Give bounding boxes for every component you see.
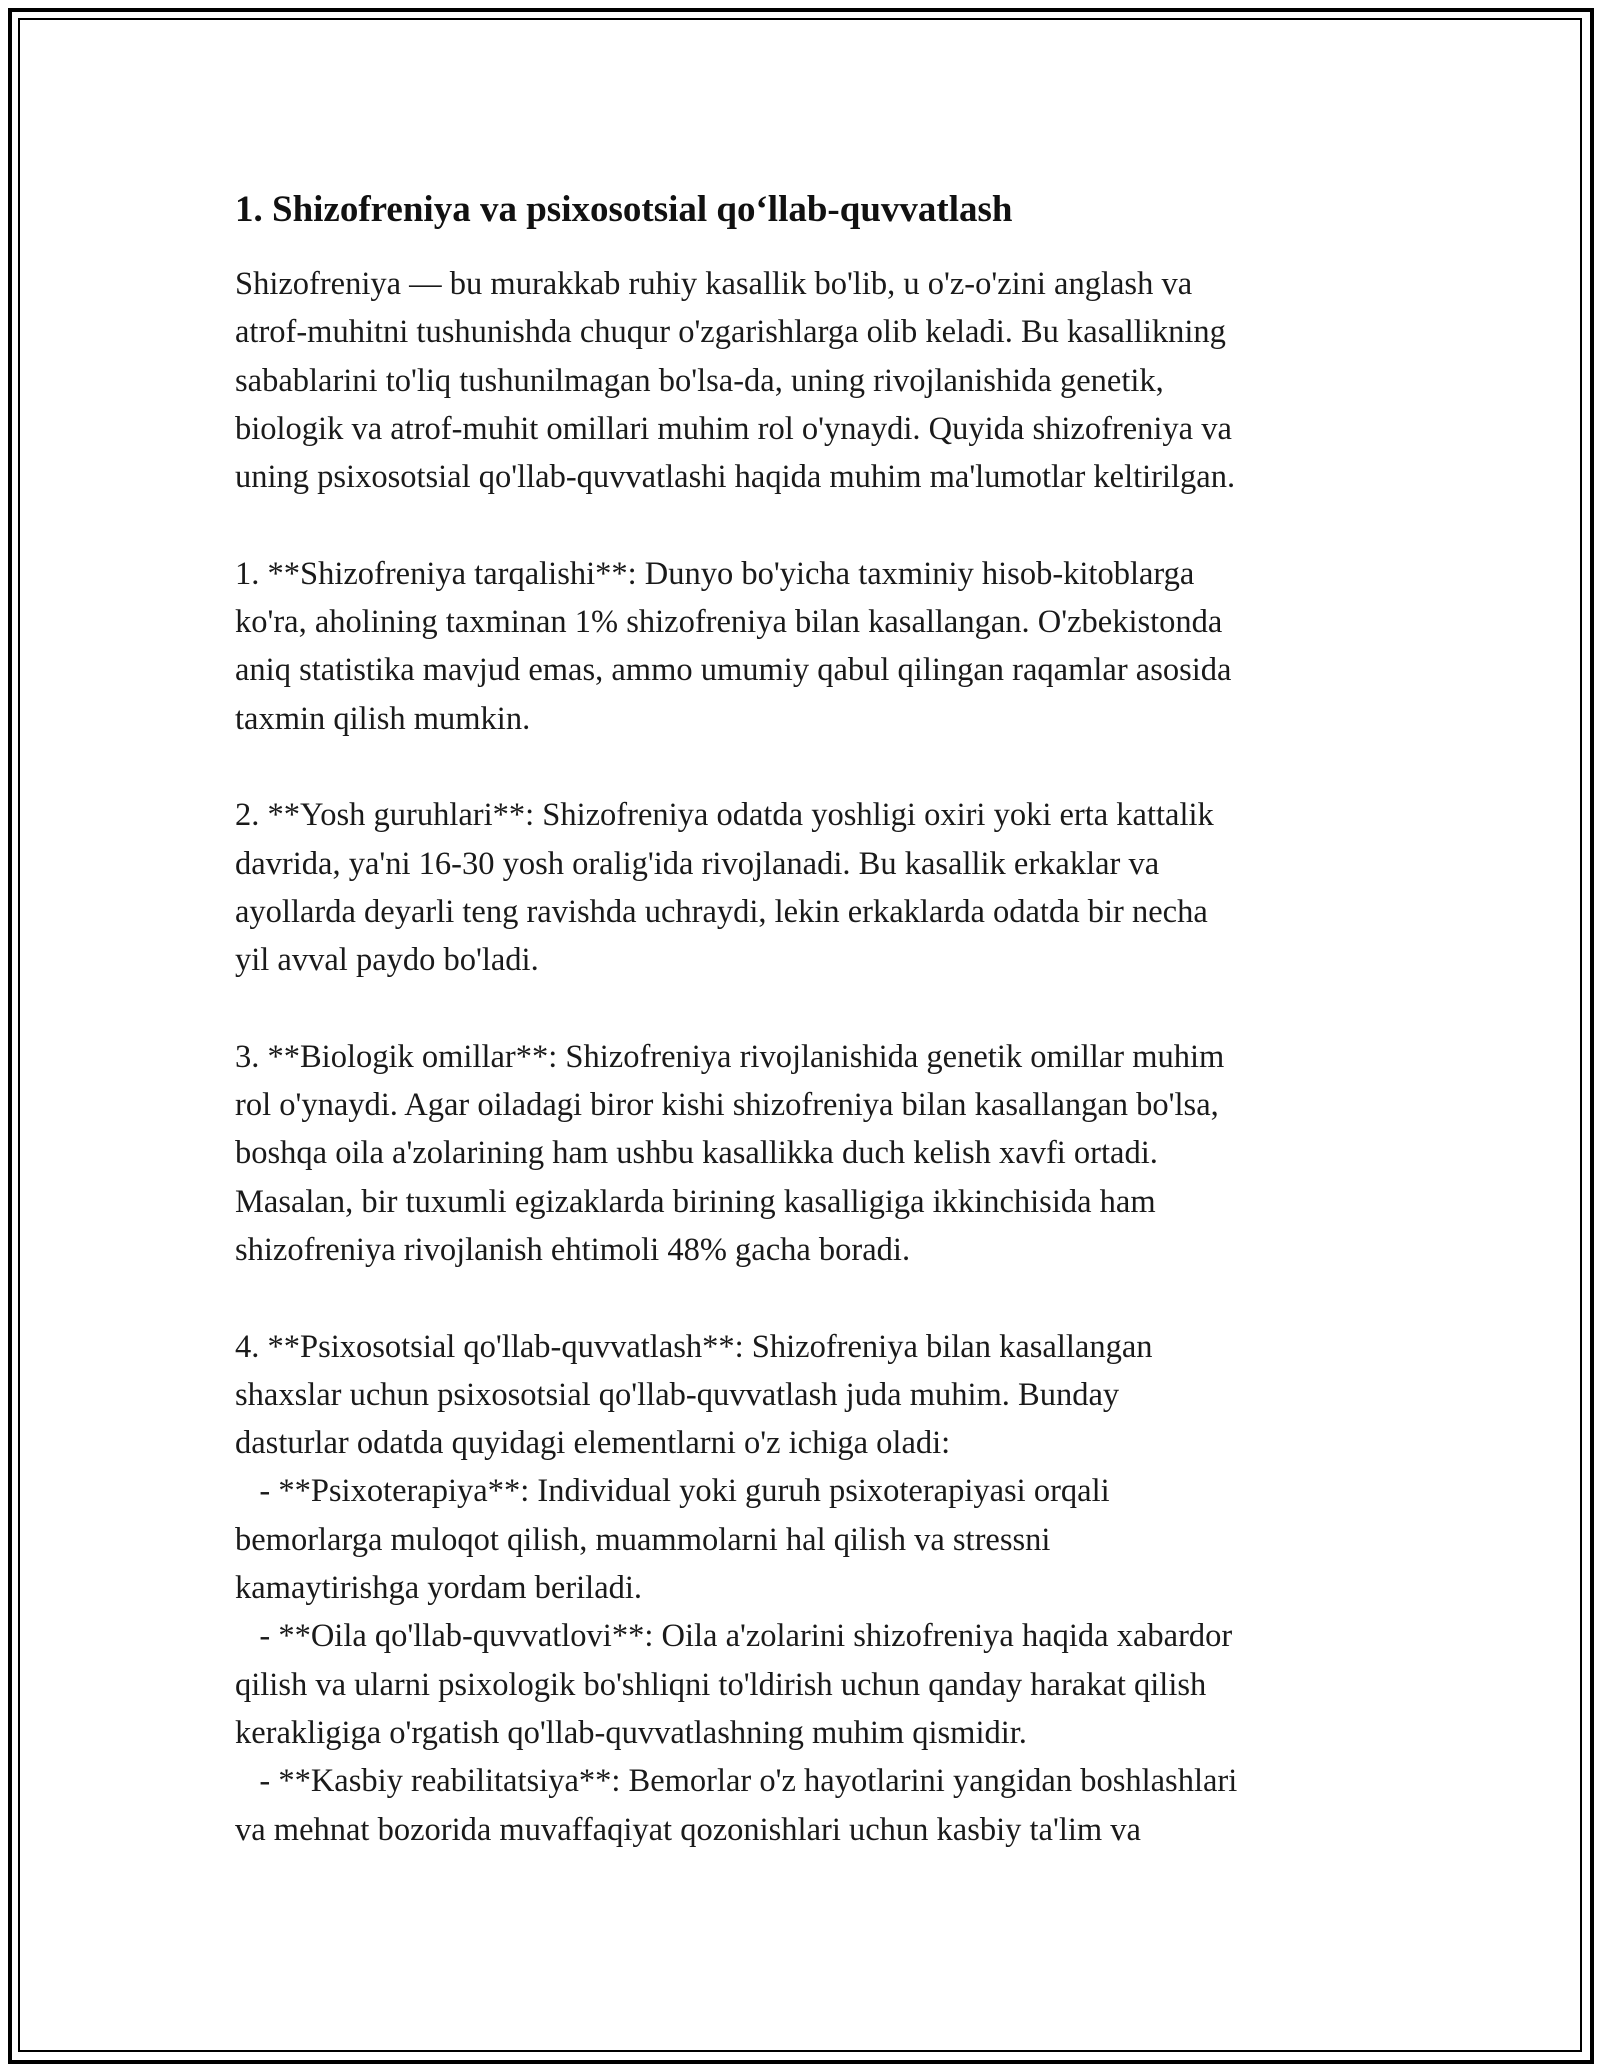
- document-content: [235, 186, 1375, 1854]
- document-title: 1. Shizofreniya va psixosotsial qo‘llab-quvvatlash: [235, 189, 1013, 230]
- document-body: Shizofreniya — bu murakkab ruhiy kasallik bo'lib, u o'z-o'zini anglash va atrof-muhitni tushunishda chuqur o'zgarishlarga olib keladi. Bu kasallikning sabablarini to'liq tushunilmagan bo'lsa-da, uning rivojlanishida genetik, biologik va atrof-muhit omillari muhim rol o'ynaydi. Quyida shizofreniya va uning psixosotsial qo'llab-quvvatlashi haqida muhim ma'lumotlar keltirilgan. 1. **Shizofreniya tarqalishi**: Dunyo bo'yicha taxminiy hisob-kitoblarga ko'ra, aholining taxminan 1% shizofreniya bilan kasallangan. O'zbekistonda aniq statistika mavjud emas, ammo umumiy qabul qilingan raqamlar asosida taxmin qilish mumkin. 2. **Yosh guruhlari**: Shizofreniya odatda yoshligi oxiri yoki erta kattalik davrida, ya'ni 16-30 yosh oralig'ida rivojlanadi. Bu kasallik erkaklar va ayollarda deyarli teng ravishda uchraydi, lekin erkaklarda odatda bir necha yil avval paydo bo'ladi. 3. **Biologik omillar**: Shizofreniya rivojlanishida genetik omillar muhim rol o'ynaydi. Agar oiladagi biror kishi shizofreniya bilan kasallangan bo'lsa, boshqa oila a'zolarining ham ushbu kasallikka duch kelish xavfi ortadi. Masalan, bir tuxumli egizaklarda birining kasalligiga ikkinchisida ham shizofreniya rivojlanish ehtimoli 48% gacha boradi. 4. **Psixosotsial qo'llab-quvvatlash**: Shizofreniya bilan kasallangan shaxslar uchun psixosotsial qo'llab-quvvatlash juda muhim. Bunday dasturlar odatda quyidagi elementlarni o'z ichiga oladi: - **Psixoterapiya**: Individual yoki guruh psixoterapiyasi orqali bemorlarga muloqot qilish, muammolarni hal qilish va stressni kamaytirishga yordam beriladi. - **Oila qo'llab-quvvatlovi**: Oila a'zolarini shizofreniya haqida xabardor qilish va ularni psixologik bo'shliqni to'ldirish uchun qanday harakat qilish kerakligiga o'rgatish qo'llab-quvvatlashning muhim qismidir. - **Kasbiy reabilitatsiya**: Bemorlar o'z hayotlarini yangidan boshlashlari va mehnat bozorida muvaffaqiyat qozonishlari uchun kasbiy ta'lim va: [235, 266, 1238, 1848]
